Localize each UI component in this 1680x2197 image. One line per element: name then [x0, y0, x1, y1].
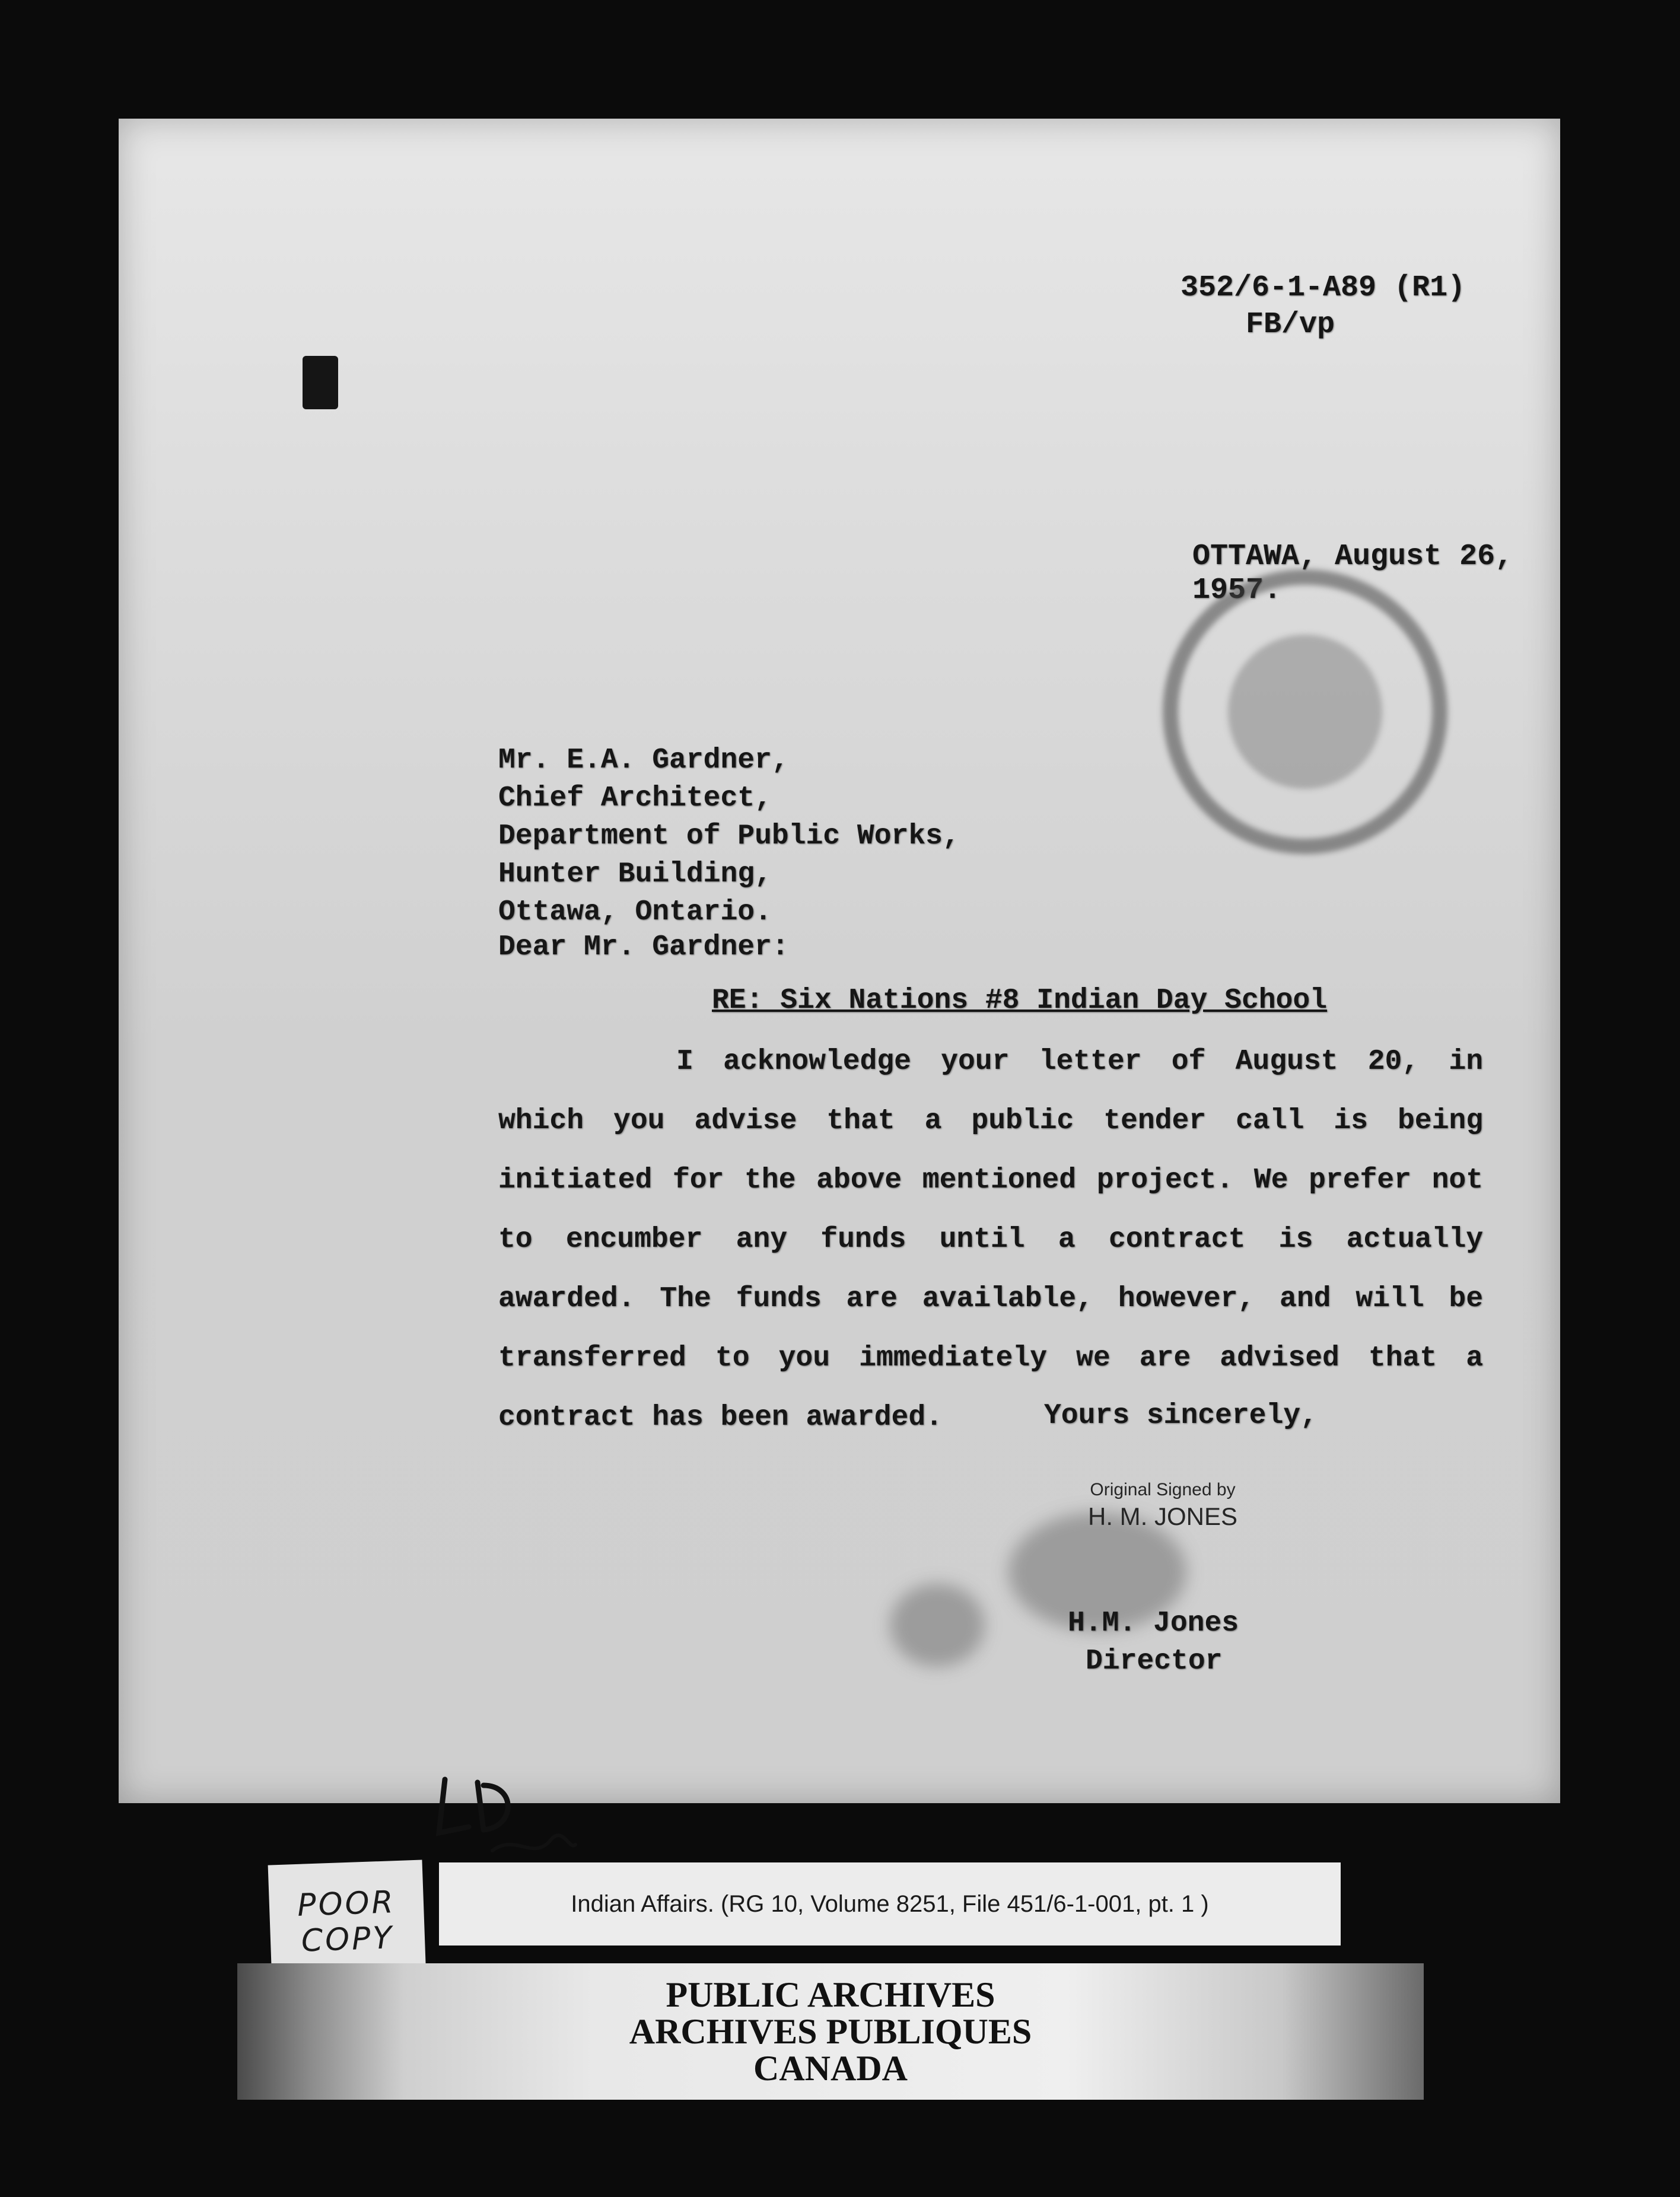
signature-stamp — [1056, 1480, 1269, 1531]
subject-line: RE: Six Nations #8 Indian Day School — [712, 985, 1327, 1017]
file-reference-number: 352/6-1-A89 (R1) — [1181, 271, 1466, 305]
received-stamp — [1163, 569, 1447, 854]
staple-mark — [303, 356, 338, 409]
letter-page — [119, 119, 1560, 1803]
letter-body: I acknowledge your letter of August 20, in which you advise that a public tender call is being initiated for the above mentioned project. We prefer not to encumber any funds until a contract is actually awarded. The funds are available, however, and will be transferred to you immediately we are advised that a contract has been awarded. — [498, 1046, 1483, 1434]
file-reference-initials: FB/vp — [1246, 308, 1335, 342]
closing: Yours sincerely, — [1044, 1400, 1318, 1432]
poor-copy-line: COPY — [300, 1920, 395, 1959]
citation-text: Indian Affairs. (RG 10, Volume 8251, File 451/6-1-001, pt. 1 ) — [571, 1890, 1209, 1917]
signatory-title: Director — [1086, 1645, 1223, 1677]
ink-smudge — [890, 1584, 985, 1667]
poor-copy-line: POOR — [297, 1884, 396, 1924]
address-line: Ottawa, Ontario. — [498, 896, 772, 928]
address-line: Mr. E.A. Gardner, — [498, 744, 789, 776]
salutation: Dear Mr. Gardner: — [498, 931, 789, 963]
address-line: Chief Architect, — [498, 782, 772, 814]
stamp-center — [1228, 635, 1382, 789]
handwritten-initials — [427, 1762, 581, 1868]
archive-line-french: ARCHIVES PUBLIQUES — [629, 2012, 1032, 2051]
citation-label — [439, 1862, 1341, 1946]
address-line: Hunter Building, — [498, 858, 772, 890]
archive-line-country: CANADA — [753, 2049, 908, 2088]
recipient-address — [498, 741, 960, 931]
archive-line-english: PUBLIC ARCHIVES — [666, 1975, 995, 2014]
file-reference — [1181, 270, 1465, 343]
signature-name: H. M. JONES — [1087, 1502, 1238, 1530]
address-line: Department of Public Works, — [498, 820, 960, 852]
typed-signatory — [1068, 1604, 1239, 1680]
dateline: OTTAWA, August 26, 1957. — [1192, 540, 1513, 607]
signatory-name: H.M. Jones — [1068, 1607, 1239, 1639]
public-archives-banner — [237, 1963, 1424, 2100]
signature-caption: Original Signed by — [1090, 1480, 1236, 1499]
